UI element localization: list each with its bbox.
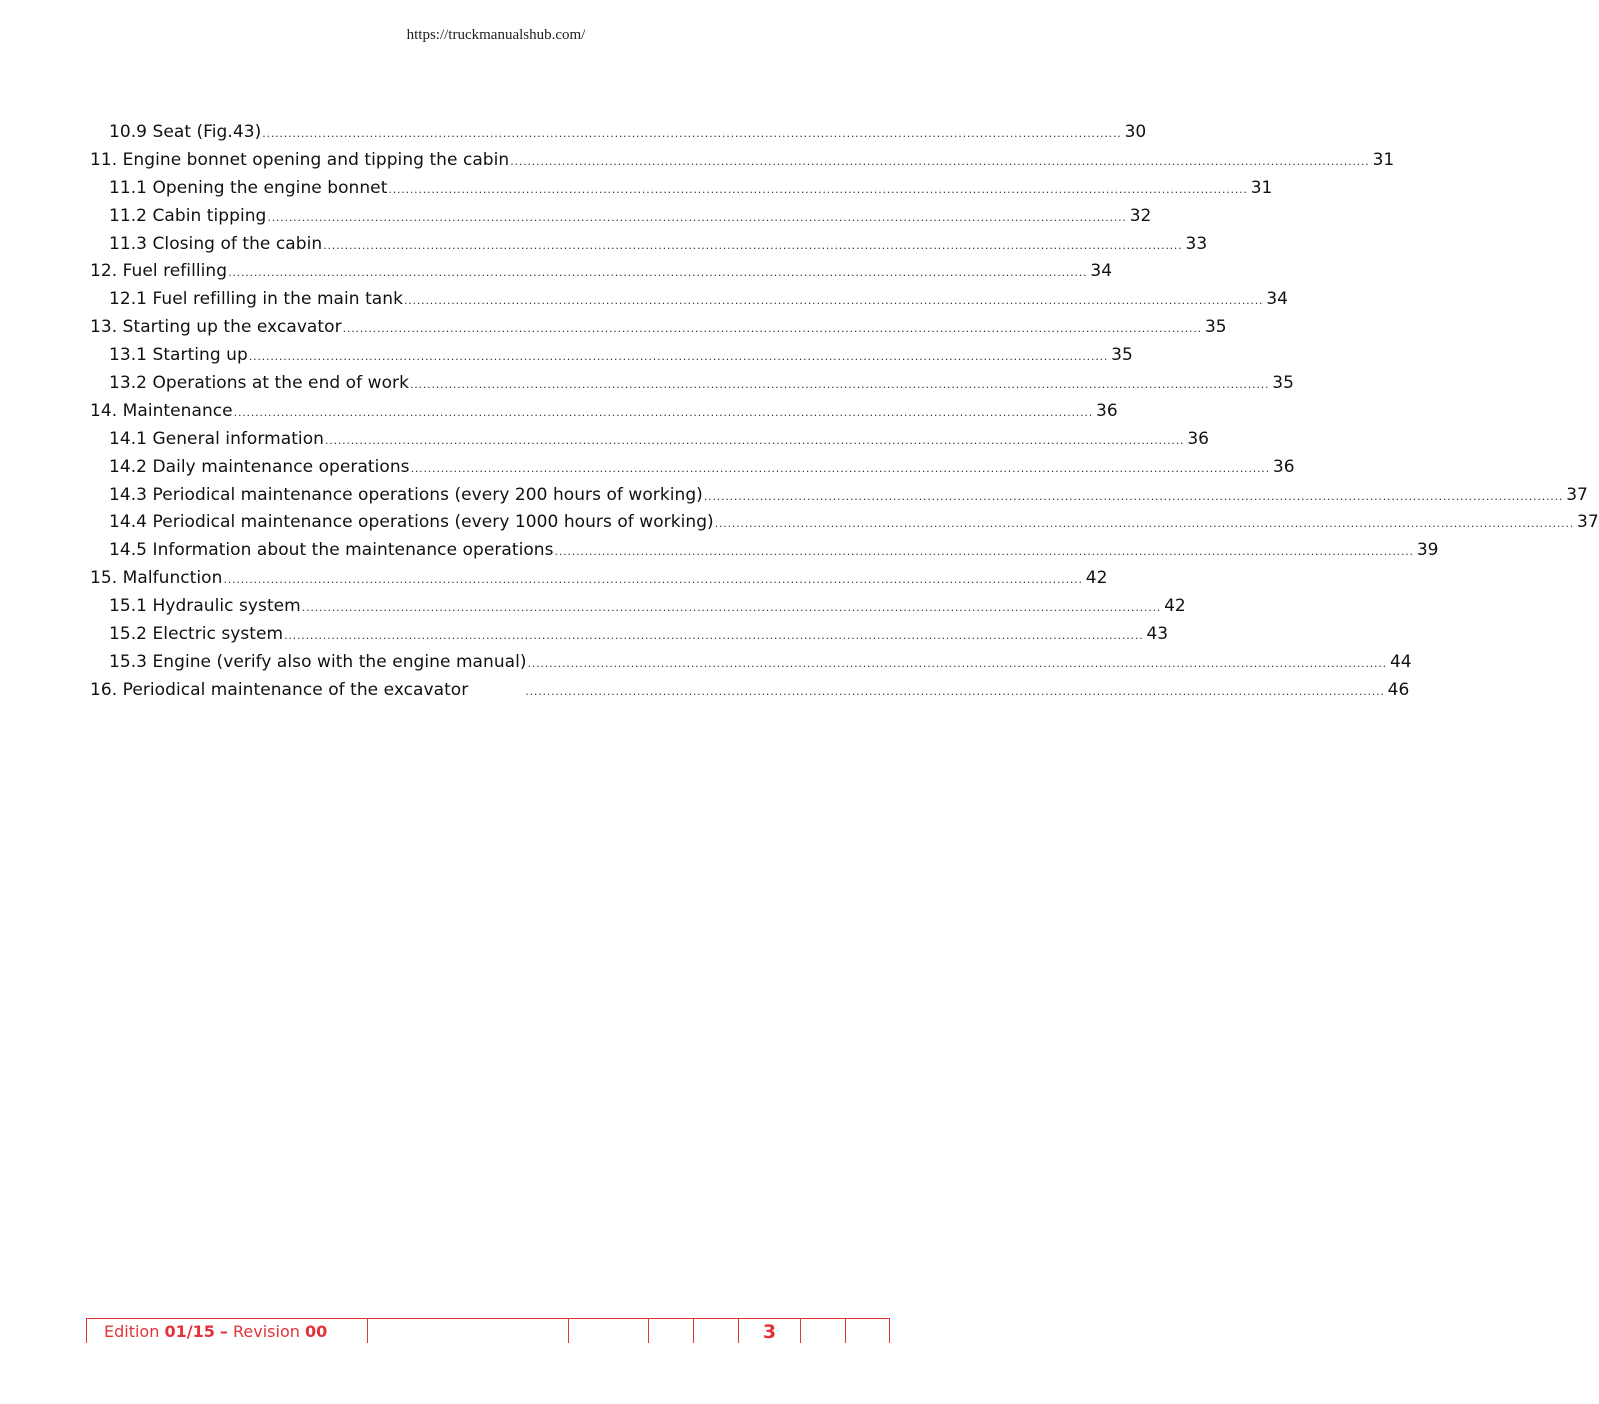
toc-dot-leader: ........................................................................................................................................................................................................ [703, 489, 1564, 503]
toc-dot-leader: ........................................................................................................................................................................................................ [262, 127, 1122, 140]
page-number: 3 [738, 1319, 800, 1343]
footer-empty-cell [800, 1319, 845, 1343]
toc-entry-page: 31 [1250, 177, 1273, 198]
toc-entry[interactable] [90, 398, 1118, 426]
toc-dot-leader: ........................................................................................................................................................................................................ [284, 629, 1144, 643]
toc-entry[interactable] [90, 649, 1412, 677]
footer-empty-cell [568, 1319, 648, 1343]
toc-entry[interactable] [90, 286, 1288, 314]
toc-dot-leader: ........................................................................................................................................................................................................ [714, 517, 1575, 531]
toc-dot-leader: ........................................................................................................................................................................................................ [388, 182, 1248, 196]
toc-dot-leader: ........................................................................................................................................................................................................ [409, 378, 1270, 392]
toc-entry[interactable] [90, 258, 1113, 286]
toc-entry-page: 39 [1416, 540, 1439, 561]
toc-entry[interactable] [90, 677, 1410, 705]
toc-dot-leader: ........................................................................................................................................................................................................ [525, 684, 1385, 698]
toc-dot-leader: ........................................................................................................................................................................................................ [301, 601, 1162, 615]
toc-entry-page: 36 [1096, 400, 1118, 421]
toc-entry[interactable] [90, 509, 1599, 537]
toc-entry-page: 36 [1187, 428, 1209, 449]
toc-entry-title: 11. Engine bonnet opening and tipping the cabin [90, 149, 510, 170]
toc-entry[interactable] [90, 342, 1133, 370]
toc-entry[interactable] [90, 593, 1186, 621]
toc-entry[interactable] [90, 231, 1208, 259]
toc-dot-leader: ........................................................................................................................................................................................................ [233, 405, 1093, 419]
toc-entry-title: 13.2 Operations at the end of work [109, 373, 409, 394]
toc-dot-leader: ........................................................................................................................................................................................................ [527, 656, 1387, 670]
toc-entry-page: 35 [1204, 317, 1227, 338]
toc-entry[interactable] [90, 537, 1439, 565]
footer-empty-cell [693, 1319, 738, 1343]
toc-entry-page: 32 [1129, 205, 1152, 226]
toc-entry[interactable] [90, 482, 1588, 510]
toc-dot-leader: ........................................................................................................................................................................................................ [554, 545, 1414, 559]
toc-entry-page: 35 [1111, 345, 1133, 366]
footer-empty-cell [367, 1319, 568, 1343]
toc-entry[interactable] [90, 175, 1273, 203]
toc-entry-title: 14.2 Daily maintenance operations [109, 456, 410, 477]
footer-empty-cell [845, 1319, 890, 1343]
toc-entry-page: 46 [1387, 679, 1410, 700]
toc-entry-title: 11.2 Cabin tipping [109, 205, 267, 226]
toc-entry-title: 11.1 Opening the engine bonnet [109, 177, 388, 198]
toc-entry-page: 36 [1272, 456, 1295, 477]
toc-entry-page: 42 [1164, 596, 1186, 617]
toc-entry-title: 15.1 Hydraulic system [109, 596, 301, 617]
toc-entry[interactable] [90, 203, 1152, 231]
toc-entry[interactable] [90, 565, 1108, 593]
toc-entry-title: 11.3 Closing of the cabin [109, 233, 323, 254]
edition-separator: – [219, 1322, 228, 1341]
toc-entry-title: 12. Fuel refilling [90, 261, 228, 282]
page-footer [86, 1318, 890, 1343]
toc-entry-title: 14.3 Periodical maintenance operations (every 200 hours of working) [109, 484, 703, 505]
toc-entry-page: 37 [1566, 484, 1588, 505]
toc-entry[interactable] [90, 621, 1169, 649]
toc-entry[interactable] [90, 314, 1227, 342]
toc-entry[interactable] [90, 370, 1294, 398]
toc-entry-page: 42 [1085, 568, 1108, 589]
toc-entry-title: 15.3 Engine (verify also with the engine manual) [109, 651, 527, 672]
toc-dot-leader: ........................................................................................................................................................................................................ [248, 350, 1109, 364]
toc-entry-title: 12.1 Fuel refilling in the main tank [109, 289, 403, 310]
footer-empty-cell [648, 1319, 693, 1343]
toc-dot-leader: ........................................................................................................................................................................................................ [410, 461, 1270, 475]
toc-entry-page: 35 [1272, 373, 1294, 394]
revision-label: Revision [233, 1322, 300, 1341]
toc-dot-leader: ........................................................................................................................................................................................................ [342, 322, 1202, 336]
toc-dot-leader: ........................................................................................................................................................................................................ [228, 266, 1088, 280]
toc-entry[interactable] [90, 147, 1395, 175]
toc-entry-title: 14.5 Information about the maintenance operations [109, 540, 554, 561]
toc-entry[interactable] [90, 426, 1209, 454]
toc-dot-leader: ........................................................................................................................................................................................................ [267, 210, 1127, 224]
edition-label: Edition [104, 1322, 160, 1341]
revision-value: 00 [304, 1322, 328, 1341]
toc-entry-title: 16. Periodical maintenance of the excavator [90, 679, 469, 700]
header-url: https://truckmanualshub.com/ [406, 27, 586, 43]
edition-revision-cell [86, 1319, 367, 1343]
edition-value: 01/15 [164, 1322, 215, 1341]
toc-entry[interactable] [90, 119, 1147, 147]
toc-entry-title: 14.4 Periodical maintenance operations (every 1000 hours of working) [109, 512, 714, 533]
toc-dot-leader: ........................................................................................................................................................................................................ [324, 433, 1185, 447]
toc-entry-page: 34 [1266, 289, 1288, 310]
toc-entry-title: 13. Starting up the excavator [90, 317, 342, 338]
toc-entry-page: 31 [1372, 149, 1395, 170]
toc-dot-leader: ........................................................................................................................................................................................................ [510, 154, 1370, 168]
toc-dot-leader: ........................................................................................................................................................................................................ [323, 238, 1183, 252]
toc-entry-title: 15.2 Electric system [109, 624, 284, 645]
toc-entry-title: 13.1 Starting up [109, 345, 248, 366]
toc-entry-page: 43 [1146, 624, 1169, 645]
toc-entry-page: 33 [1185, 233, 1208, 254]
toc-entry-title: 14.1 General information [109, 428, 324, 449]
toc-entry-title: 15. Malfunction [90, 568, 223, 589]
toc-entry-page: 37 [1577, 512, 1599, 533]
toc-entry-title: 10.9 Seat (Fig.43) [109, 122, 262, 142]
toc-entry-page: 34 [1090, 261, 1113, 282]
toc-dot-leader: ........................................................................................................................................................................................................ [403, 294, 1264, 308]
toc-dot-leader: ........................................................................................................................................................................................................ [223, 573, 1083, 587]
table-of-contents [90, 119, 1599, 705]
toc-entry-title: 14. Maintenance [90, 400, 233, 421]
toc-entry[interactable] [90, 454, 1295, 482]
toc-entry-page: 44 [1389, 651, 1412, 672]
toc-entry-page: 30 [1124, 122, 1147, 142]
